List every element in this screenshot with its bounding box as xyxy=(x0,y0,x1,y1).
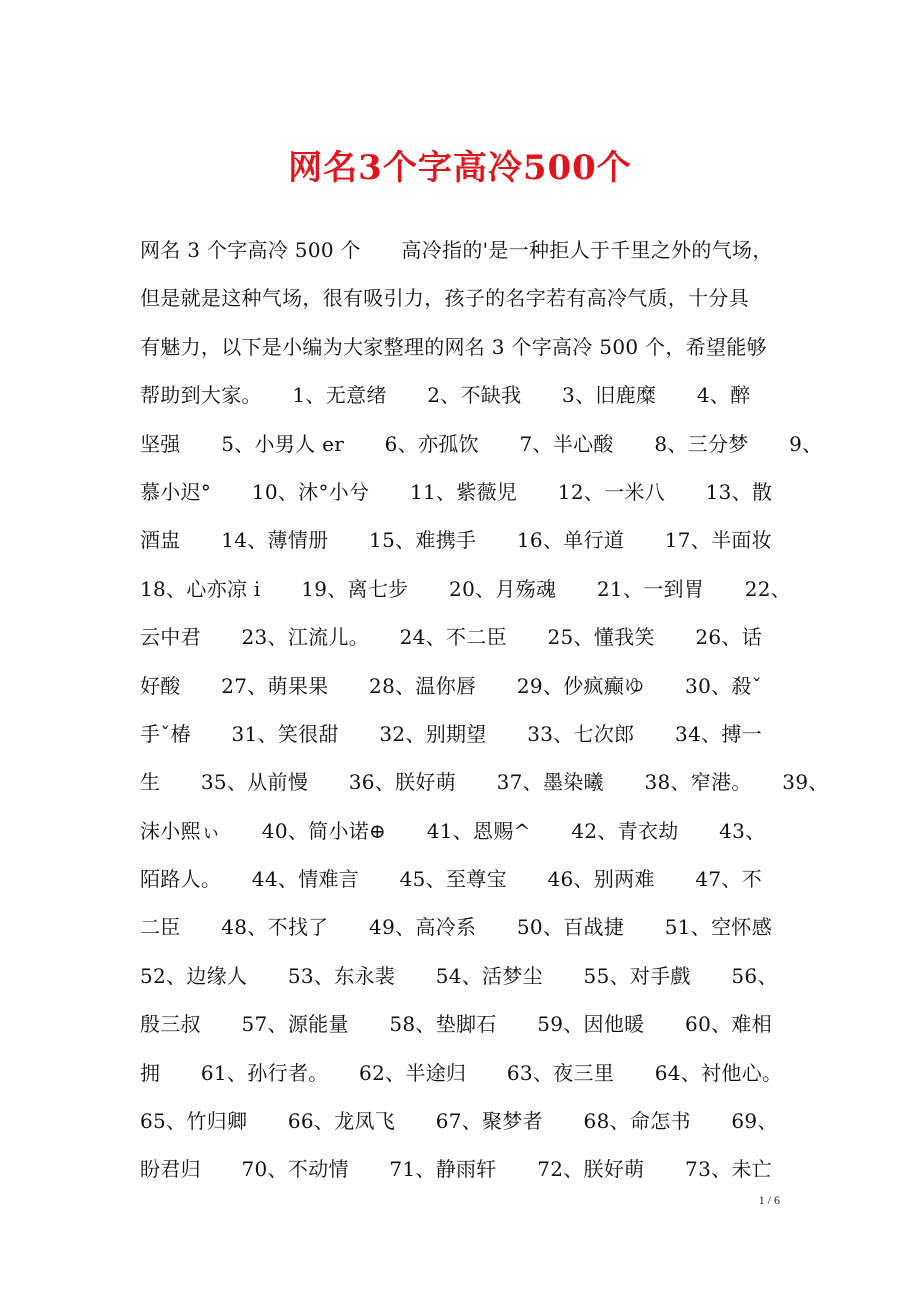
document-title: 网名3个字高冷500个 xyxy=(288,148,632,188)
body-line: 网名 3 个字高冷 500 个 高冷指的'是一种拒人于千里之外的气场， xyxy=(140,238,773,262)
body-line: 沫小熙ぃ 40、简小诺⊕ 41、恩赐^ 42、青衣劫 43、 xyxy=(140,818,766,843)
body-line: 盼君归 70、不动情 71、静雨轩 72、朕好萌 73、未亡 xyxy=(140,1157,772,1182)
body-line: 帮助到大家。 1、无意绪 2、不缺我 3、旧鹿糜 4、醉 xyxy=(140,383,751,408)
body-line: 二臣 48、不找了 49、高冷系 50、百战捷 51、空怀感 xyxy=(140,915,772,940)
body-line: 慕小迟° 10、沐°小兮 11、紫薇児 12、一米八 13、散 xyxy=(140,479,773,504)
body-line: 手ˇ椿 31、笑很甜 32、别期望 33、七次郎 34、搏一 xyxy=(140,721,762,746)
body-line: 陌路人。 44、情难言 45、至尊宝 46、别两难 47、不 xyxy=(140,867,762,892)
document-body xyxy=(140,226,829,1194)
body-line: 生 35、从前慢 36、朕好萌 37、墨染曦 38、窄港。 39、 xyxy=(140,770,829,795)
body-line: 18、心亦凉 i 19、离七步 20、月殇魂 21、一到胃 22、 xyxy=(140,576,792,601)
body-line: 拥 61、孙行者。 62、半途归 63、夜三里 64、衬他心。 xyxy=(140,1060,783,1085)
body-line: 但是就是这种气场，很有吸引力，孩子的名字若有高冷气质，十分具 xyxy=(140,286,749,311)
body-line: 好酸 27、萌果果 28、温你唇 29、仯疯癫ゆ 30、殺ˇ xyxy=(140,673,762,698)
body-line: 52、边缘人 53、东永裴 54、活梦尘 55、对手戲 56、 xyxy=(140,963,778,988)
body-line: 65、竹归卿 66、龙凤飞 67、聚梦者 68、命怎书 69、 xyxy=(140,1109,778,1134)
body-line: 酒盅 14、薄情册 15、难携手 16、单行道 17、半面妆 xyxy=(140,528,772,553)
body-line: 坚强 5、小男人 er 6、亦孤饮 7、半心酸 8、三分梦 9、 xyxy=(140,431,823,456)
body-line: 云中君 23、江流儿。 24、不二臣 25、懂我笑 26、话 xyxy=(140,625,762,650)
body-line: 殷三叔 57、源能量 58、垫脚石 59、因他暖 60、难相 xyxy=(140,1012,772,1037)
body-line: 有魅力，以下是小编为大家整理的网名 3 个字高冷 500 个，希望能够 xyxy=(140,334,767,359)
page-number: 1 / 6 xyxy=(758,1193,780,1207)
